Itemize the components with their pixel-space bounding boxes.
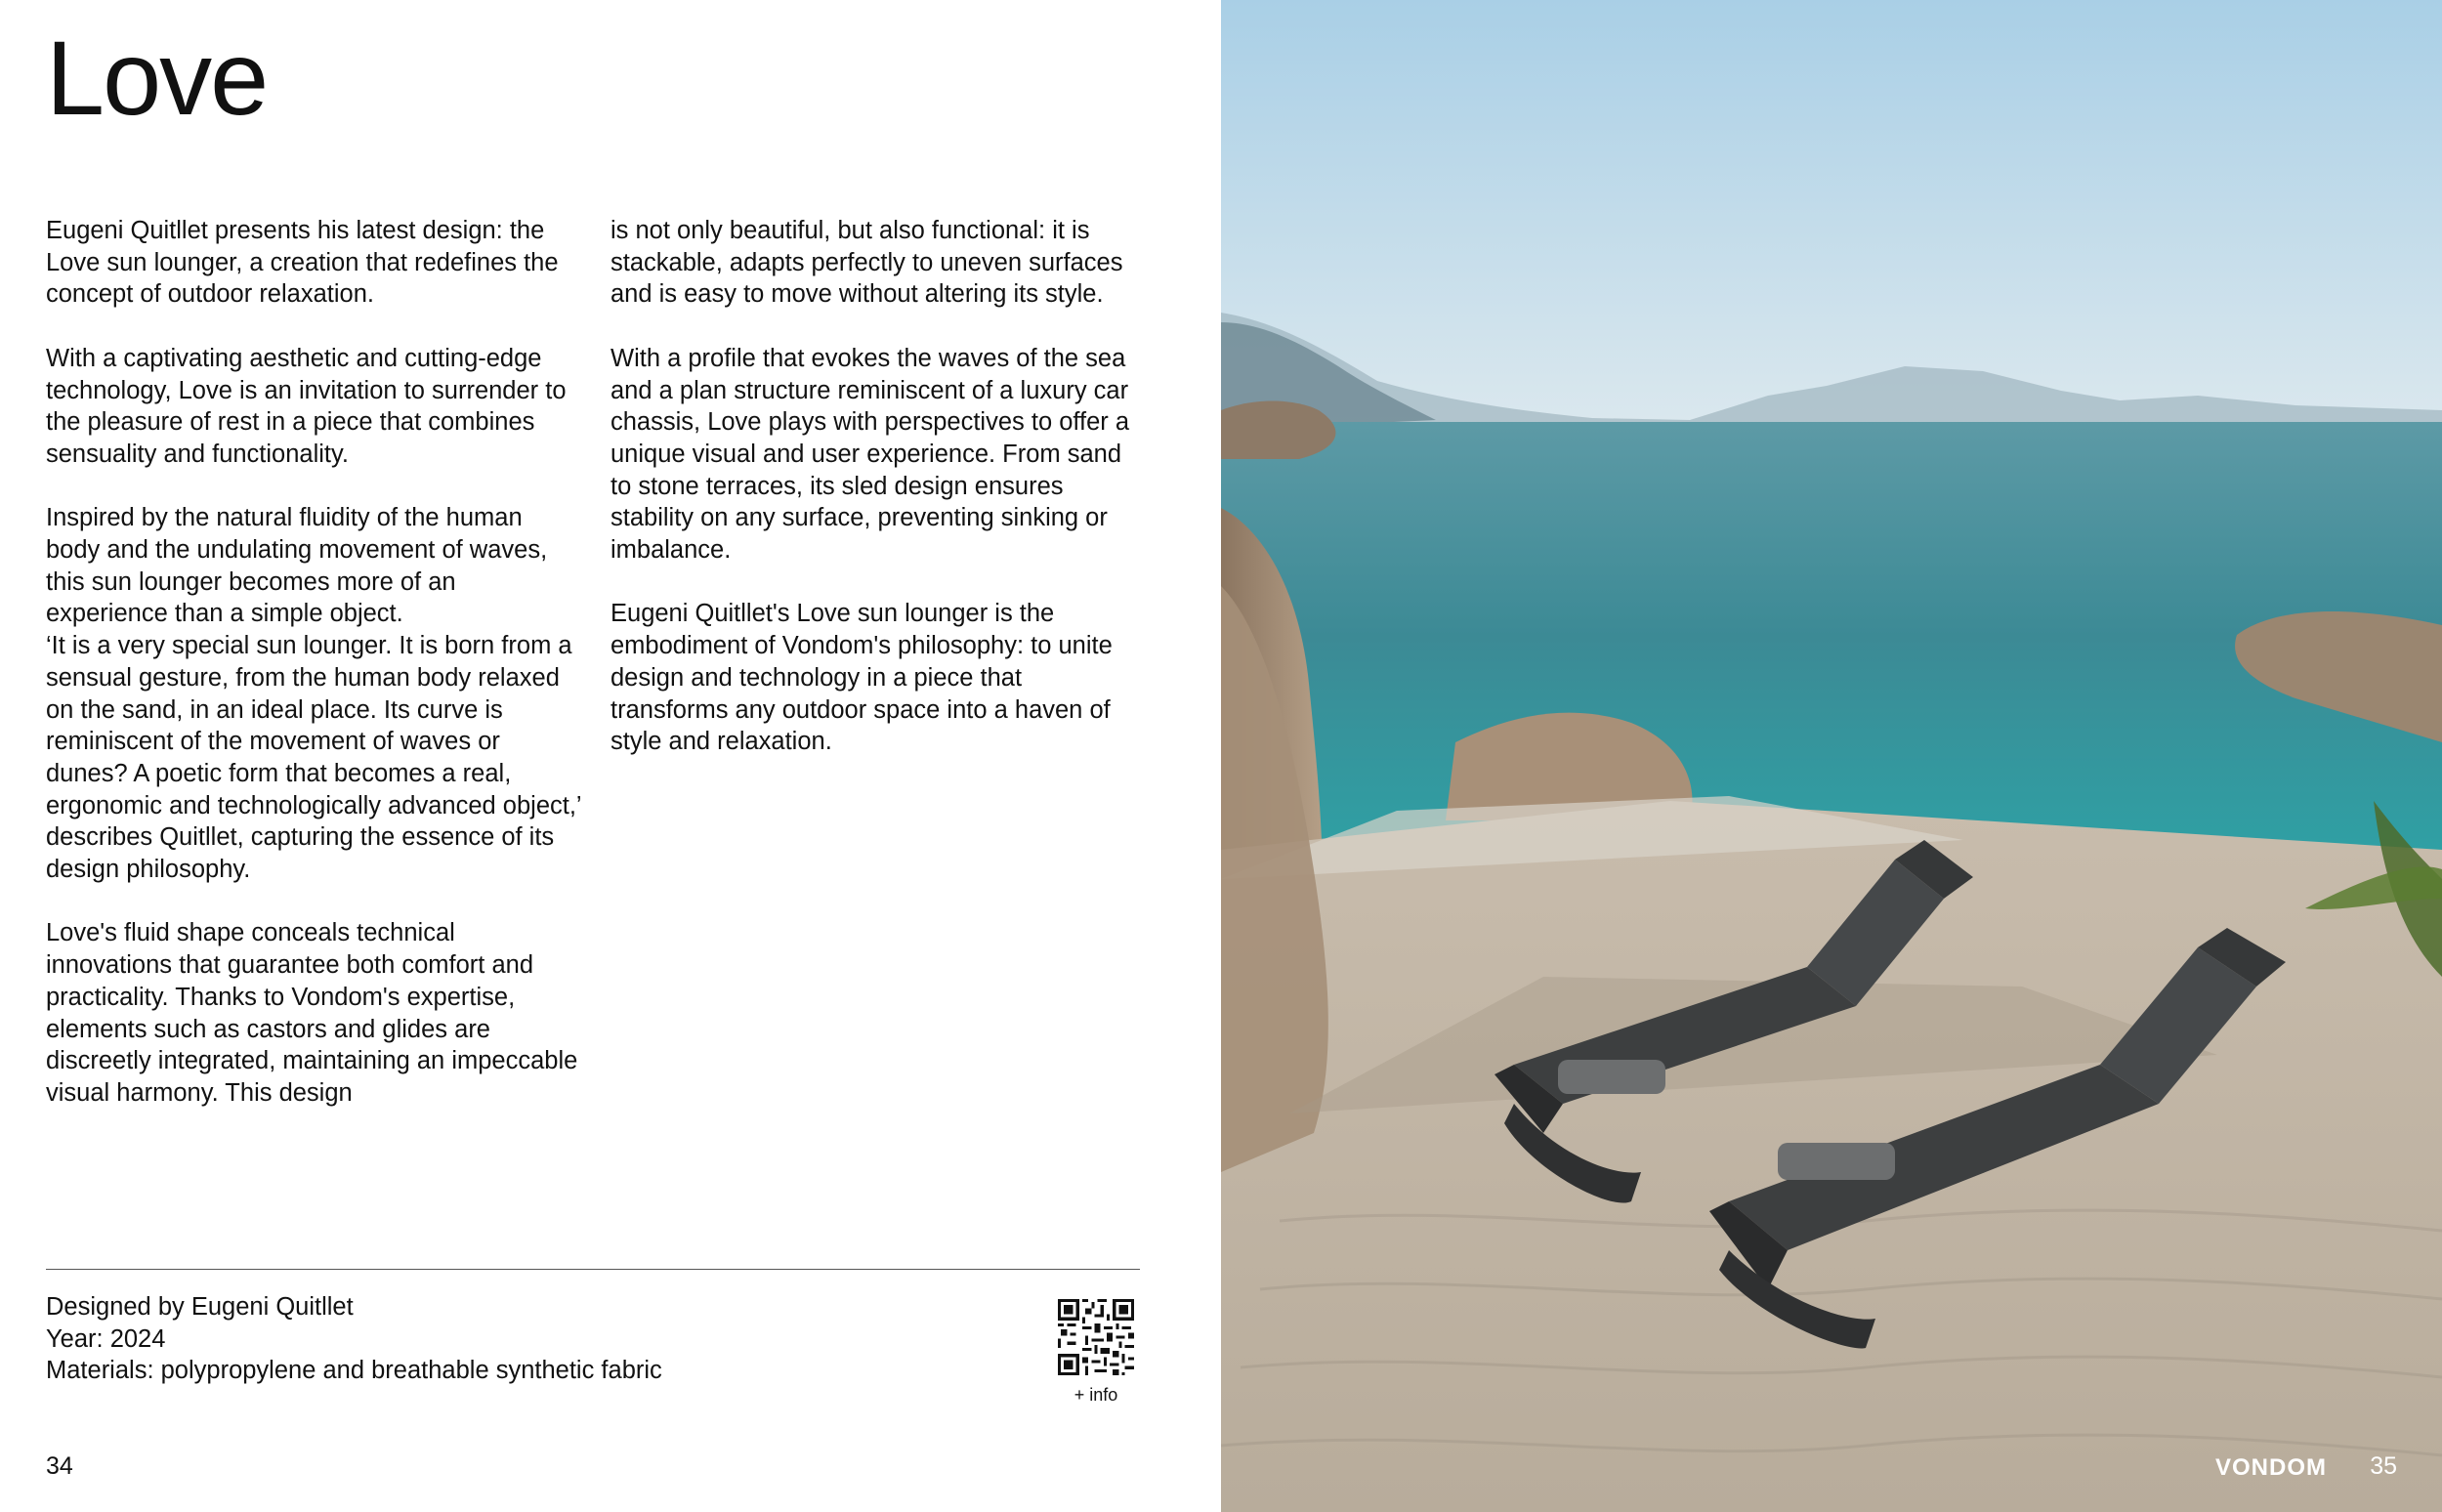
paragraph: Eugeni Quitllet's Love sun lounger is the embodiment of Vondom's philosophy: to unite design and technology in a piece that transforms any outdoor space into a haven of style and relaxation.	[610, 600, 1113, 756]
text-column-right	[610, 215, 1146, 790]
designer-line: Designed by Eugeni Quitllet	[46, 1293, 354, 1321]
text-column-left	[46, 215, 581, 1141]
paragraph: Love's fluid shape conceals technical innovations that guarantee both comfort and practicality. Thanks to Vondom's expertise, elements such as castors and glides are discreetly integrated, maintaining an impeccable visual harmony. This design	[46, 919, 578, 1107]
paragraph: ‘It is a very special sun lounger. It is born from a sensual gesture, from the human body relaxed on the sand, in an ideal place. Its curve is reminiscent of the movement of waves or dunes? A poetic form that becomes a real, ergonomic and technologically advanced object,’ describes Quitllet, capturing the essence of its design philosophy.	[46, 632, 581, 884]
paragraph: With a captivating aesthetic and cutting-edge technology, Love is an invitation to surrender to the pleasure of rest in a piece that combines sensuality and functionality.	[46, 344, 567, 468]
qr-code-icon[interactable]	[1058, 1299, 1134, 1375]
year-line: Year: 2024	[46, 1324, 166, 1353]
paragraph: Inspired by the natural fluidity of the human body and the undulating movement of waves, this sun lounger becomes more of an experience than a simple object.	[46, 504, 548, 628]
beach-loungers-photo	[1221, 0, 2442, 1512]
divider	[46, 1269, 1140, 1270]
right-page	[1221, 0, 2442, 1512]
page-number-right: 35	[2370, 1452, 2397, 1480]
brand-logo: VONDOM	[2215, 1454, 2327, 1481]
more-info-label[interactable]: + info	[1074, 1385, 1118, 1405]
paragraph: Eugeni Quitllet presents his latest design: the Love sun lounger, a creation that redefines the concept of outdoor relaxation.	[46, 217, 559, 309]
paragraph: is not only beautiful, but also functional: it is stackable, adapts perfectly to uneven surfaces and is easy to move without altering its style.	[610, 217, 1123, 309]
product-specs	[46, 1291, 662, 1387]
materials-line: Materials: polypropylene and breathable synthetic fabric	[46, 1357, 662, 1385]
page-title: Love	[46, 19, 268, 137]
paragraph: With a profile that evokes the waves of the sea and a plan structure reminiscent of a luxury car chassis, Love plays with perspectives to offer a unique visual and user experience. From sand to stone terraces, its sled design ensures stability on any surface, preventing sinking or imbalance.	[610, 344, 1130, 565]
page-number-left: 34	[46, 1452, 73, 1480]
